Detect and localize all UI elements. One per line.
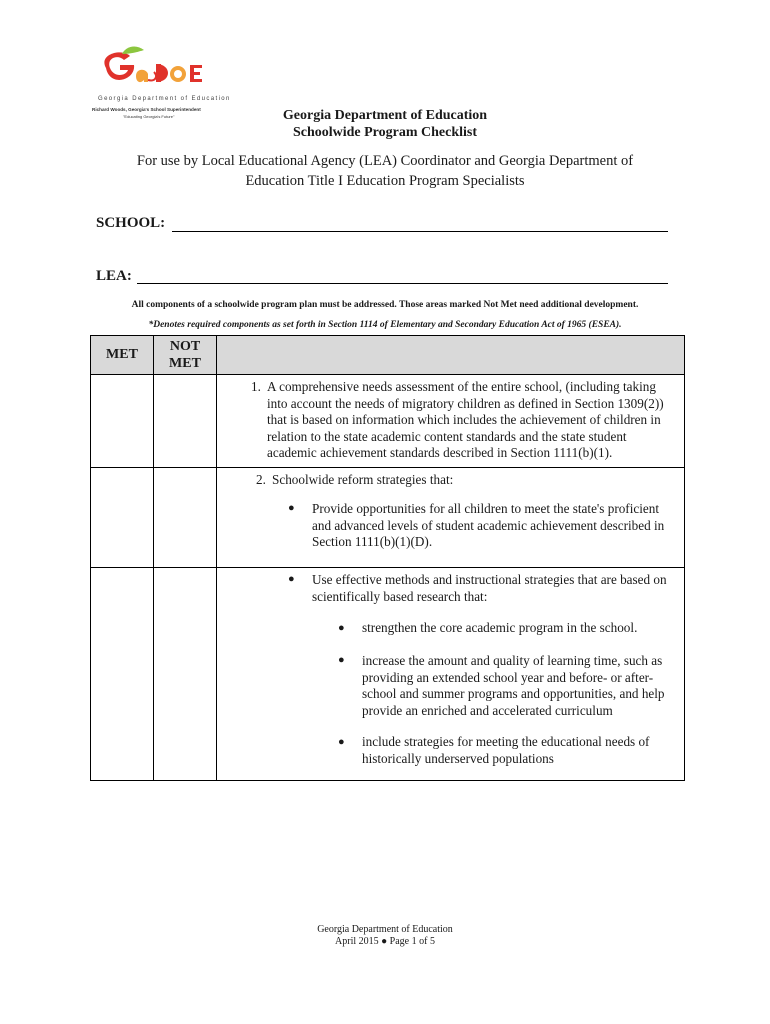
instructions-note: All components of a schoolwide program plan must be addressed. Those areas marked Not Met need additional development.	[131, 300, 639, 310]
school-label: SCHOOL:	[96, 215, 166, 231]
lea-label: LEA:	[96, 268, 132, 284]
bullet-icon: ●	[288, 502, 295, 514]
bullet-icon: ●	[338, 736, 345, 748]
bullet-icon: ●	[288, 573, 295, 585]
checklist-table	[90, 335, 685, 781]
required-components-note: *Denotes required components as set forth in Section 1114 of Elementary and Secondary Education Act of 1965 (ESEA).	[148, 320, 622, 330]
lea-input-line[interactable]	[137, 283, 668, 284]
logo-tagline: "Educating Georgia's Future"	[123, 114, 175, 119]
not-met-cell-1[interactable]	[154, 375, 216, 467]
column-divider	[216, 336, 217, 780]
logo-org-line: Georgia Department of Education	[98, 96, 231, 102]
strategy-bullet-2: Use effective methods and instructional strategies that are based on scientifically based research that:	[312, 572, 667, 604]
logo-superintendent-line: Richard Woods, Georgia's School Superintendent	[92, 107, 201, 112]
item-2-number: 2.	[256, 472, 266, 487]
gadoe-wordmark-icon	[92, 46, 242, 96]
footer-page-info: April 2015 ● Page 1 of 5	[335, 936, 435, 947]
document-title: Georgia Department of Education	[282, 108, 488, 123]
met-cell-3[interactable]	[91, 568, 153, 780]
not-met-cell-3[interactable]	[154, 568, 216, 780]
document-subtitle: Schoolwide Program Checklist	[292, 125, 478, 140]
intro-text: For use by Local Educational Agency (LEA) Coordinator and Georgia Department of Education Title I Education Program Specialists	[136, 153, 634, 189]
footer-org: Georgia Department of Education	[317, 924, 453, 935]
bullet-icon: ●	[338, 622, 345, 634]
column-header-not-met: NOT MET	[169, 339, 201, 371]
item-1-text: A comprehensive needs assessment of the entire school, (including taking into account the needs of migratory children as defined in Section 1309(2)) that is based on information which includes the achievement of children in relation to the state academic content standards and the state student academic achievement standards described in Section 1111(b)(1).	[267, 379, 664, 461]
sub-bullet-3: include strategies for meeting the educational needs of historically underserved populations	[362, 734, 650, 766]
sub-bullet-2: increase the amount and quality of learning time, such as providing an extended school year and before- or after-school and summer programs and opportunities, and help provide an enriched and accelerated curriculum	[362, 653, 665, 718]
school-input-line[interactable]	[172, 231, 668, 232]
column-header-met: MET	[106, 347, 138, 362]
not-met-cell-2[interactable]	[154, 468, 216, 567]
met-cell-1[interactable]	[91, 375, 153, 467]
strategy-bullet-1: Provide opportunities for all children to meet the state's proficient and advanced levels of student academic achievement described in Section 1111(b)(1)(D).	[312, 501, 665, 550]
item-2-text: Schoolwide reform strategies that:	[272, 472, 454, 487]
met-cell-2[interactable]	[91, 468, 153, 567]
sub-bullet-1: strengthen the core academic program in the school.	[362, 620, 638, 635]
bullet-icon: ●	[338, 654, 345, 666]
item-1-number: 1.	[251, 379, 261, 394]
